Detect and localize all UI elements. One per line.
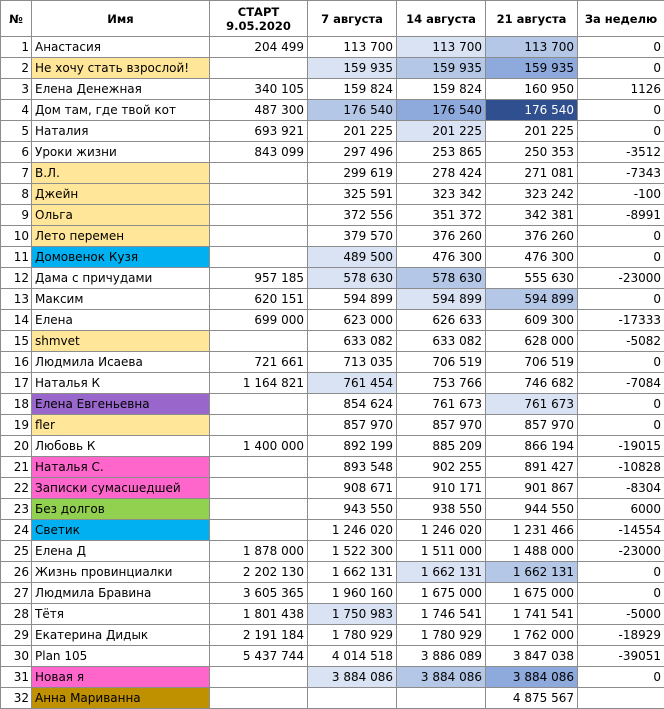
cell-name[interactable]: Тётя bbox=[32, 604, 210, 625]
cell-number[interactable]: 7 bbox=[1, 163, 32, 184]
cell-number[interactable]: 9 bbox=[1, 205, 32, 226]
cell-week[interactable] bbox=[578, 688, 664, 709]
cell-week[interactable]: 0 bbox=[578, 583, 664, 604]
cell-aug7[interactable]: 1 522 300 bbox=[308, 541, 397, 562]
cell-name[interactable]: Елена Д bbox=[32, 541, 210, 562]
cell-number[interactable]: 22 bbox=[1, 478, 32, 499]
cell-name[interactable]: Дом там, где твой кот bbox=[32, 100, 210, 121]
cell-aug14[interactable]: 176 540 bbox=[397, 100, 486, 121]
cell-number[interactable]: 6 bbox=[1, 142, 32, 163]
cell-aug21[interactable]: 866 194 bbox=[486, 436, 578, 457]
cell-aug7[interactable]: 176 540 bbox=[308, 100, 397, 121]
cell-aug21[interactable]: 706 519 bbox=[486, 352, 578, 373]
cell-aug14[interactable]: 1 662 131 bbox=[397, 562, 486, 583]
cell-week[interactable]: 0 bbox=[578, 562, 664, 583]
cell-week[interactable]: 0 bbox=[578, 121, 664, 142]
cell-start[interactable] bbox=[210, 163, 308, 184]
cell-aug7[interactable]: 299 619 bbox=[308, 163, 397, 184]
table-row bbox=[1, 604, 664, 625]
cell-aug7[interactable]: 908 671 bbox=[308, 478, 397, 499]
cell-aug14[interactable]: 857 970 bbox=[397, 415, 486, 436]
cell-number[interactable]: 12 bbox=[1, 268, 32, 289]
table-row bbox=[1, 415, 664, 436]
cell-number[interactable]: 3 bbox=[1, 79, 32, 100]
cell-name[interactable]: Людмила Исаева bbox=[32, 352, 210, 373]
table-row bbox=[1, 667, 664, 688]
cell-start[interactable] bbox=[210, 205, 308, 226]
cell-number[interactable]: 4 bbox=[1, 100, 32, 121]
cell-start[interactable]: 1 400 000 bbox=[210, 436, 308, 457]
cell-aug14[interactable]: 159 935 bbox=[397, 58, 486, 79]
cell-aug14[interactable]: 1 780 929 bbox=[397, 625, 486, 646]
header-aug14[interactable]: 14 августа bbox=[397, 1, 486, 37]
cell-week[interactable]: -7343 bbox=[578, 163, 664, 184]
cell-week[interactable]: 0 bbox=[578, 37, 664, 58]
cell-aug7[interactable]: 623 000 bbox=[308, 310, 397, 331]
cell-number[interactable]: 8 bbox=[1, 184, 32, 205]
cell-start[interactable]: 5 437 744 bbox=[210, 646, 308, 667]
cell-week[interactable]: 1126 bbox=[578, 79, 664, 100]
cell-name[interactable]: Екатерина Дидык bbox=[32, 625, 210, 646]
cell-number[interactable]: 17 bbox=[1, 373, 32, 394]
cell-name[interactable]: Елена Денежная bbox=[32, 79, 210, 100]
cell-aug21[interactable]: 1 762 000 bbox=[486, 625, 578, 646]
cell-aug14[interactable]: 1 511 000 bbox=[397, 541, 486, 562]
cell-start[interactable]: 204 499 bbox=[210, 37, 308, 58]
cell-number[interactable]: 14 bbox=[1, 310, 32, 331]
cell-aug21[interactable]: 594 899 bbox=[486, 289, 578, 310]
cell-start[interactable]: 1 164 821 bbox=[210, 373, 308, 394]
table-row bbox=[1, 247, 664, 268]
cell-aug21[interactable]: 1 675 000 bbox=[486, 583, 578, 604]
cell-start[interactable]: 699 000 bbox=[210, 310, 308, 331]
cell-aug7[interactable]: 892 199 bbox=[308, 436, 397, 457]
cell-aug21[interactable]: 1 741 541 bbox=[486, 604, 578, 625]
cell-start[interactable]: 487 300 bbox=[210, 100, 308, 121]
cell-aug21[interactable]: 176 540 bbox=[486, 100, 578, 121]
cell-start[interactable]: 3 605 365 bbox=[210, 583, 308, 604]
cell-number[interactable]: 28 bbox=[1, 604, 32, 625]
cell-aug7[interactable]: 159 935 bbox=[308, 58, 397, 79]
cell-aug14[interactable]: 476 300 bbox=[397, 247, 486, 268]
table-row bbox=[1, 562, 664, 583]
table-row bbox=[1, 646, 664, 667]
cell-aug21[interactable]: 609 300 bbox=[486, 310, 578, 331]
cell-aug14[interactable]: 885 209 bbox=[397, 436, 486, 457]
cell-aug14[interactable]: 910 171 bbox=[397, 478, 486, 499]
cell-aug21[interactable]: 628 000 bbox=[486, 331, 578, 352]
cell-aug21[interactable]: 159 935 bbox=[486, 58, 578, 79]
cell-start[interactable] bbox=[210, 247, 308, 268]
cell-week[interactable]: 0 bbox=[578, 226, 664, 247]
cell-aug14[interactable]: 351 372 bbox=[397, 205, 486, 226]
cell-number[interactable]: 11 bbox=[1, 247, 32, 268]
cell-number[interactable]: 16 bbox=[1, 352, 32, 373]
cell-number[interactable]: 30 bbox=[1, 646, 32, 667]
cell-aug14[interactable]: 633 082 bbox=[397, 331, 486, 352]
table-row bbox=[1, 226, 664, 247]
cell-name[interactable]: Наталия bbox=[32, 121, 210, 142]
cell-aug7[interactable]: 1 662 131 bbox=[308, 562, 397, 583]
cell-aug7[interactable]: 201 225 bbox=[308, 121, 397, 142]
cell-start[interactable] bbox=[210, 667, 308, 688]
cell-aug21[interactable]: 201 225 bbox=[486, 121, 578, 142]
table-row bbox=[1, 520, 664, 541]
cell-aug7[interactable]: 379 570 bbox=[308, 226, 397, 247]
table-row bbox=[1, 184, 664, 205]
cell-name[interactable]: Ольга bbox=[32, 205, 210, 226]
cell-number[interactable]: 10 bbox=[1, 226, 32, 247]
cell-week[interactable]: 0 bbox=[578, 667, 664, 688]
cell-start[interactable]: 1 801 438 bbox=[210, 604, 308, 625]
cell-aug7[interactable]: 372 556 bbox=[308, 205, 397, 226]
header-week[interactable]: За неделю bbox=[578, 1, 664, 37]
cell-name[interactable]: Максим bbox=[32, 289, 210, 310]
cell-aug14[interactable]: 253 865 bbox=[397, 142, 486, 163]
cell-start[interactable]: 1 878 000 bbox=[210, 541, 308, 562]
cell-aug7[interactable]: 297 496 bbox=[308, 142, 397, 163]
cell-number[interactable]: 26 bbox=[1, 562, 32, 583]
cell-aug21[interactable]: 746 682 bbox=[486, 373, 578, 394]
cell-name[interactable]: В.Л. bbox=[32, 163, 210, 184]
header-name[interactable]: Имя bbox=[32, 1, 210, 37]
cell-aug21[interactable]: 1 488 000 bbox=[486, 541, 578, 562]
table-row bbox=[1, 79, 664, 100]
cell-aug21[interactable]: 761 673 bbox=[486, 394, 578, 415]
cell-aug14[interactable]: 1 675 000 bbox=[397, 583, 486, 604]
cell-aug21[interactable]: 476 300 bbox=[486, 247, 578, 268]
cell-week[interactable]: -10828 bbox=[578, 457, 664, 478]
cell-number[interactable]: 13 bbox=[1, 289, 32, 310]
table-row bbox=[1, 541, 664, 562]
cell-aug14[interactable]: 278 424 bbox=[397, 163, 486, 184]
cell-number[interactable]: 31 bbox=[1, 667, 32, 688]
cell-week[interactable]: -23000 bbox=[578, 541, 664, 562]
cell-name[interactable]: Любовь К bbox=[32, 436, 210, 457]
cell-name[interactable]: Дама с причудами bbox=[32, 268, 210, 289]
header-aug21[interactable]: 21 августа bbox=[486, 1, 578, 37]
cell-week[interactable]: -39051 bbox=[578, 646, 664, 667]
table-row bbox=[1, 583, 664, 604]
cell-name[interactable]: Джейн bbox=[32, 184, 210, 205]
cell-week[interactable]: -100 bbox=[578, 184, 664, 205]
cell-start[interactable] bbox=[210, 226, 308, 247]
table-row bbox=[1, 457, 664, 478]
cell-name[interactable]: Елена Евгеньевна bbox=[32, 394, 210, 415]
table-row bbox=[1, 289, 664, 310]
cell-aug21[interactable]: 160 950 bbox=[486, 79, 578, 100]
cell-aug21[interactable]: 3 884 086 bbox=[486, 667, 578, 688]
cell-start[interactable] bbox=[210, 457, 308, 478]
cell-start[interactable]: 957 185 bbox=[210, 268, 308, 289]
cell-week[interactable]: -19015 bbox=[578, 436, 664, 457]
cell-aug21[interactable]: 376 260 bbox=[486, 226, 578, 247]
cell-aug7[interactable]: 893 548 bbox=[308, 457, 397, 478]
cell-week[interactable]: -8304 bbox=[578, 478, 664, 499]
cell-start[interactable] bbox=[210, 520, 308, 541]
table-row bbox=[1, 268, 664, 289]
cell-number[interactable]: 20 bbox=[1, 436, 32, 457]
cell-aug7[interactable]: 1 960 160 bbox=[308, 583, 397, 604]
table-row bbox=[1, 331, 664, 352]
cell-number[interactable]: 15 bbox=[1, 331, 32, 352]
cell-name[interactable]: Анна Мариванна bbox=[32, 688, 210, 709]
cell-name[interactable]: Наталья С. bbox=[32, 457, 210, 478]
cell-aug21[interactable]: 250 353 bbox=[486, 142, 578, 163]
cell-name[interactable]: fler bbox=[32, 415, 210, 436]
cell-start[interactable] bbox=[210, 184, 308, 205]
cell-week[interactable]: 0 bbox=[578, 247, 664, 268]
cell-aug7[interactable]: 489 500 bbox=[308, 247, 397, 268]
cell-aug7[interactable]: 1 750 983 bbox=[308, 604, 397, 625]
cell-number[interactable]: 29 bbox=[1, 625, 32, 646]
cell-start[interactable] bbox=[210, 415, 308, 436]
cell-aug14[interactable]: 578 630 bbox=[397, 268, 486, 289]
table-row bbox=[1, 163, 664, 184]
cell-week[interactable]: -8991 bbox=[578, 205, 664, 226]
cell-aug14[interactable]: 626 633 bbox=[397, 310, 486, 331]
cell-number[interactable]: 18 bbox=[1, 394, 32, 415]
cell-aug21[interactable]: 901 867 bbox=[486, 478, 578, 499]
cell-aug7[interactable] bbox=[308, 688, 397, 709]
cell-week[interactable]: 0 bbox=[578, 352, 664, 373]
cell-aug21[interactable]: 271 081 bbox=[486, 163, 578, 184]
cell-week[interactable]: 0 bbox=[578, 289, 664, 310]
cell-number[interactable]: 24 bbox=[1, 520, 32, 541]
cell-name[interactable]: Уроки жизни bbox=[32, 142, 210, 163]
cell-week[interactable]: 0 bbox=[578, 415, 664, 436]
cell-aug14[interactable]: 1 746 541 bbox=[397, 604, 486, 625]
cell-aug7[interactable]: 325 591 bbox=[308, 184, 397, 205]
cell-aug21[interactable]: 323 242 bbox=[486, 184, 578, 205]
cell-start[interactable] bbox=[210, 58, 308, 79]
cell-name[interactable]: Наталья К bbox=[32, 373, 210, 394]
table-row bbox=[1, 688, 664, 709]
cell-name[interactable]: Лето перемен bbox=[32, 226, 210, 247]
cell-week[interactable]: 0 bbox=[578, 58, 664, 79]
cell-aug7[interactable]: 633 082 bbox=[308, 331, 397, 352]
cell-aug14[interactable]: 376 260 bbox=[397, 226, 486, 247]
cell-aug14[interactable]: 594 899 bbox=[397, 289, 486, 310]
cell-number[interactable]: 5 bbox=[1, 121, 32, 142]
cell-aug21[interactable]: 1 662 131 bbox=[486, 562, 578, 583]
cell-aug14[interactable]: 3 886 089 bbox=[397, 646, 486, 667]
table-row bbox=[1, 310, 664, 331]
cell-start[interactable] bbox=[210, 394, 308, 415]
cell-aug7[interactable]: 3 884 086 bbox=[308, 667, 397, 688]
cell-week[interactable]: -3512 bbox=[578, 142, 664, 163]
cell-aug7[interactable]: 113 700 bbox=[308, 37, 397, 58]
cell-week[interactable]: -23000 bbox=[578, 268, 664, 289]
cell-name[interactable]: Людмила Бравина bbox=[32, 583, 210, 604]
cell-name[interactable]: Не хочу стать взрослой! bbox=[32, 58, 210, 79]
cell-aug14[interactable]: 113 700 bbox=[397, 37, 486, 58]
cell-name[interactable]: Домовенок Кузя bbox=[32, 247, 210, 268]
cell-aug7[interactable]: 857 970 bbox=[308, 415, 397, 436]
table-row bbox=[1, 37, 664, 58]
table-row bbox=[1, 100, 664, 121]
cell-start[interactable]: 721 661 bbox=[210, 352, 308, 373]
cell-week[interactable]: 0 bbox=[578, 100, 664, 121]
cell-start[interactable] bbox=[210, 331, 308, 352]
cell-start[interactable] bbox=[210, 688, 308, 709]
cell-aug21[interactable]: 944 550 bbox=[486, 499, 578, 520]
cell-aug21[interactable]: 891 427 bbox=[486, 457, 578, 478]
cell-start[interactable] bbox=[210, 478, 308, 499]
cell-aug14[interactable]: 159 824 bbox=[397, 79, 486, 100]
cell-start[interactable]: 693 921 bbox=[210, 121, 308, 142]
cell-week[interactable]: 0 bbox=[578, 394, 664, 415]
header-start-label: СТАРТ bbox=[213, 5, 304, 19]
cell-name[interactable]: Записки сумасшедшей bbox=[32, 478, 210, 499]
cell-aug21[interactable]: 113 700 bbox=[486, 37, 578, 58]
cell-name[interactable]: Plan 105 bbox=[32, 646, 210, 667]
cell-start[interactable]: 340 105 bbox=[210, 79, 308, 100]
cell-number[interactable]: 32 bbox=[1, 688, 32, 709]
cell-aug21[interactable]: 3 847 038 bbox=[486, 646, 578, 667]
cell-name[interactable]: Новая я bbox=[32, 667, 210, 688]
cell-aug14[interactable]: 761 673 bbox=[397, 394, 486, 415]
cell-number[interactable]: 21 bbox=[1, 457, 32, 478]
cell-aug21[interactable]: 857 970 bbox=[486, 415, 578, 436]
cell-aug7[interactable]: 943 550 bbox=[308, 499, 397, 520]
cell-aug7[interactable]: 4 014 518 bbox=[308, 646, 397, 667]
header-row bbox=[1, 1, 664, 37]
cell-aug14[interactable]: 3 884 086 bbox=[397, 667, 486, 688]
cell-week[interactable]: -18929 bbox=[578, 625, 664, 646]
table-row bbox=[1, 121, 664, 142]
table-row bbox=[1, 625, 664, 646]
cell-aug14[interactable]: 201 225 bbox=[397, 121, 486, 142]
cell-week[interactable]: -7084 bbox=[578, 373, 664, 394]
cell-number[interactable]: 2 bbox=[1, 58, 32, 79]
cell-start[interactable] bbox=[210, 499, 308, 520]
cell-week[interactable]: -5082 bbox=[578, 331, 664, 352]
cell-number[interactable]: 23 bbox=[1, 499, 32, 520]
cell-start[interactable]: 620 151 bbox=[210, 289, 308, 310]
cell-start[interactable]: 2 191 184 bbox=[210, 625, 308, 646]
table-row bbox=[1, 499, 664, 520]
cell-aug14[interactable]: 1 246 020 bbox=[397, 520, 486, 541]
cell-number[interactable]: 19 bbox=[1, 415, 32, 436]
cell-start[interactable]: 2 202 130 bbox=[210, 562, 308, 583]
header-aug7[interactable]: 7 августа bbox=[308, 1, 397, 37]
cell-aug21[interactable]: 4 875 567 bbox=[486, 688, 578, 709]
table-row bbox=[1, 205, 664, 226]
cell-aug21[interactable]: 342 381 bbox=[486, 205, 578, 226]
cell-aug7[interactable]: 854 624 bbox=[308, 394, 397, 415]
cell-aug14[interactable]: 753 766 bbox=[397, 373, 486, 394]
header-start[interactable] bbox=[210, 1, 308, 37]
cell-aug14[interactable] bbox=[397, 688, 486, 709]
cell-name[interactable]: Светик bbox=[32, 520, 210, 541]
cell-name[interactable]: shmvet bbox=[32, 331, 210, 352]
cell-name[interactable]: Жизнь провинциалки bbox=[32, 562, 210, 583]
cell-aug7[interactable]: 1 246 020 bbox=[308, 520, 397, 541]
header-start-date: 9.05.2020 bbox=[213, 19, 304, 33]
table-row bbox=[1, 394, 664, 415]
cell-number[interactable]: 1 bbox=[1, 37, 32, 58]
cell-aug21[interactable]: 1 231 466 bbox=[486, 520, 578, 541]
cell-aug7[interactable]: 594 899 bbox=[308, 289, 397, 310]
cell-aug14[interactable]: 323 342 bbox=[397, 184, 486, 205]
cell-week[interactable]: -17333 bbox=[578, 310, 664, 331]
table-row bbox=[1, 142, 664, 163]
table-row bbox=[1, 352, 664, 373]
cell-aug21[interactable]: 555 630 bbox=[486, 268, 578, 289]
table-row bbox=[1, 58, 664, 79]
cell-week[interactable]: -5000 bbox=[578, 604, 664, 625]
cell-start[interactable]: 843 099 bbox=[210, 142, 308, 163]
cell-aug7[interactable]: 1 780 929 bbox=[308, 625, 397, 646]
cell-aug7[interactable]: 761 454 bbox=[308, 373, 397, 394]
cell-name[interactable]: Без долгов bbox=[32, 499, 210, 520]
cell-aug7[interactable]: 713 035 bbox=[308, 352, 397, 373]
cell-name[interactable]: Анастасия bbox=[32, 37, 210, 58]
cell-week[interactable]: 6000 bbox=[578, 499, 664, 520]
table-row bbox=[1, 436, 664, 457]
cell-aug7[interactable]: 159 824 bbox=[308, 79, 397, 100]
cell-aug14[interactable]: 902 255 bbox=[397, 457, 486, 478]
header-no[interactable]: № bbox=[1, 1, 32, 37]
cell-aug14[interactable]: 706 519 bbox=[397, 352, 486, 373]
cell-number[interactable]: 25 bbox=[1, 541, 32, 562]
cell-number[interactable]: 27 bbox=[1, 583, 32, 604]
table-row bbox=[1, 478, 664, 499]
table-row bbox=[1, 373, 664, 394]
cell-aug14[interactable]: 938 550 bbox=[397, 499, 486, 520]
cell-week[interactable]: -14554 bbox=[578, 520, 664, 541]
cell-name[interactable]: Елена bbox=[32, 310, 210, 331]
cell-aug7[interactable]: 578 630 bbox=[308, 268, 397, 289]
